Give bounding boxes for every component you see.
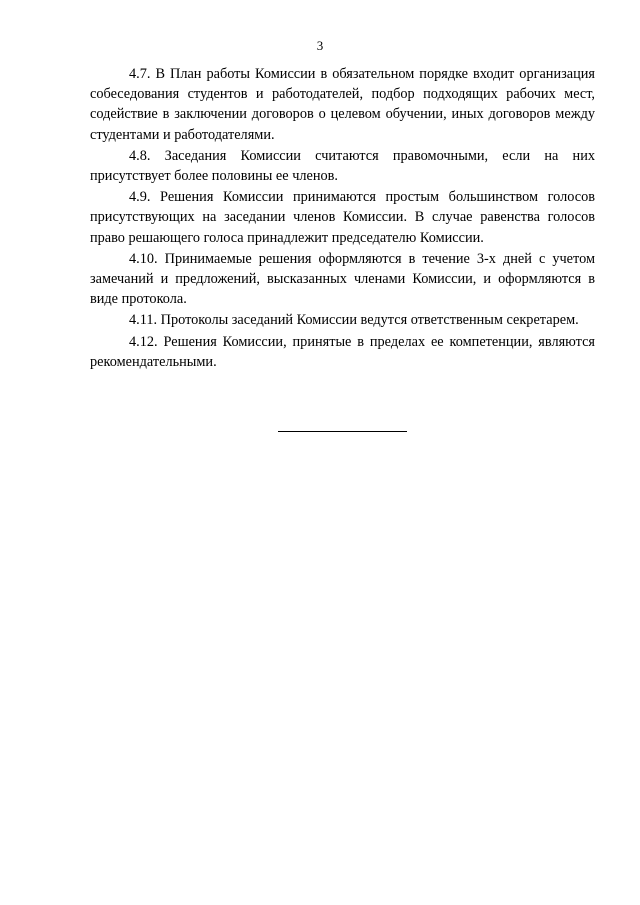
end-separator-line: [278, 431, 407, 432]
paragraph-4-9: 4.9. Решения Комиссии принимаются простым большинством голосов присутствующих на заседании членов Комиссии. В случае равенства голосов право решающего голоса принадлежит председателю Комиссии.: [90, 189, 595, 246]
page-number: 3: [316, 38, 324, 53]
paragraph-4-10: 4.10. Принимаемые решения оформляются в течение 3-х дней с учетом замечаний и предложений, высказанных членами Комиссии, и оформляются в виде протокола.: [90, 250, 595, 308]
paragraph-4-12: 4.12. Решения Комиссии, принятые в пределах ее компетенции, являются рекомендательными.: [90, 333, 595, 370]
paragraph-4-11: 4.11. Протоколы заседаний Комиссии ведутся ответственным секретарем.: [129, 312, 579, 329]
paragraph-4-8: 4.8. Заседания Комиссии считаются правомочными, если на них присутствует более половины ее членов.: [90, 147, 595, 185]
document-body: [90, 64, 595, 373]
paragraph-4-7: 4.7. В План работы Комиссии в обязательном порядке входит организация собеседования студентов и работодателей, подбор подходящих рабочих мест, содействие в заключении договоров о целевом обучении, иных договоров между студентами и работодателями.: [90, 66, 595, 143]
